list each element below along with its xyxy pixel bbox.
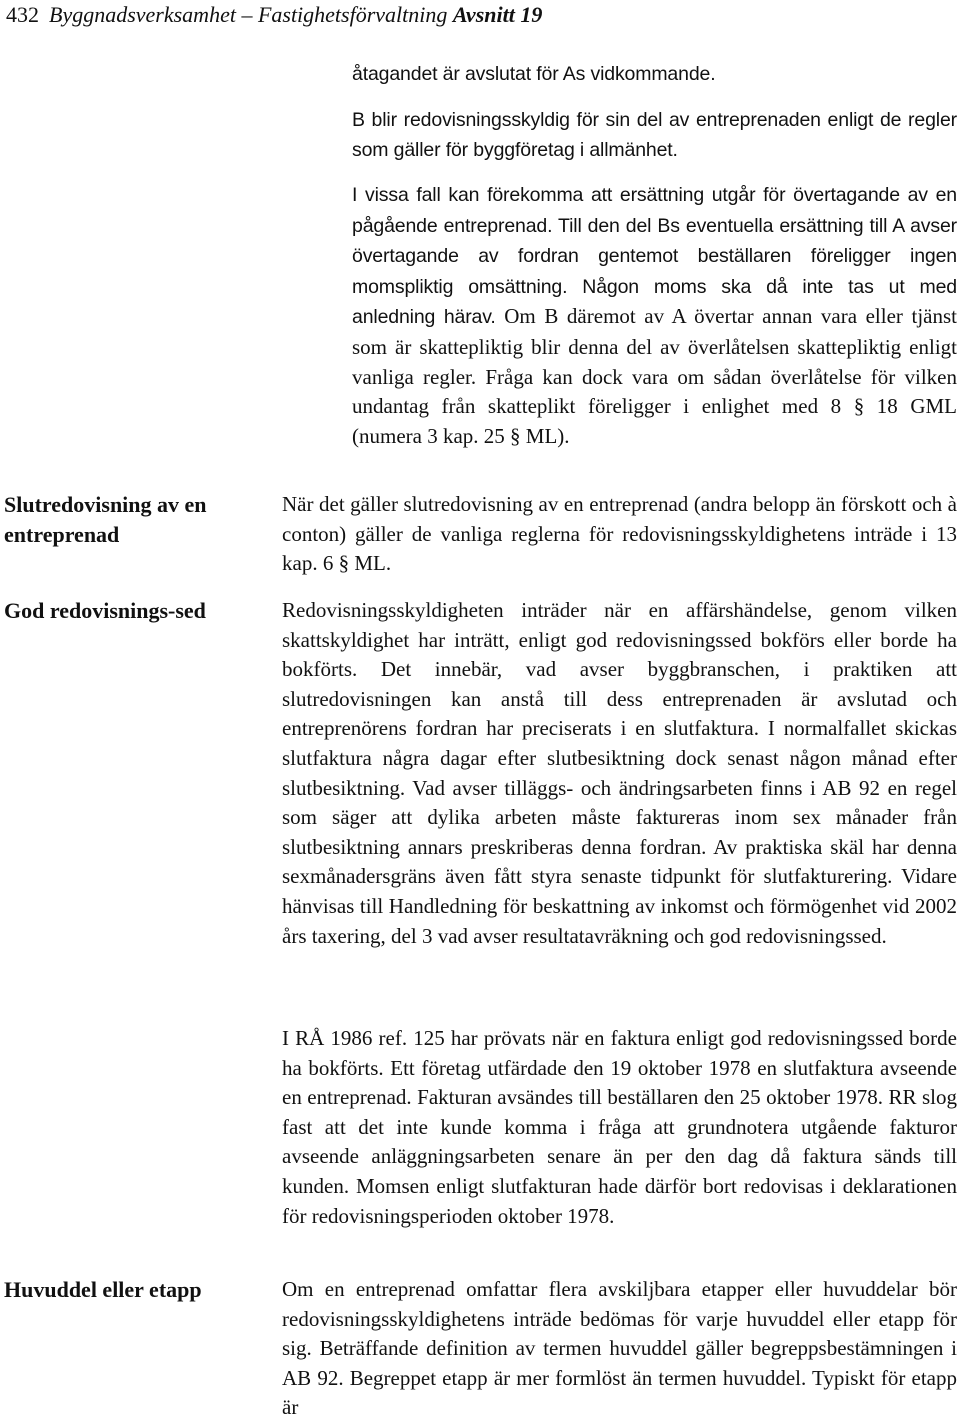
margin-heading-slutredovisning: Slutredovisning av en entreprenad [4, 492, 207, 547]
paragraph-3b-text-1: Om B däremot av A övertar annan vara eller tjänst som är skattepliktig blir denna del av överlåtelsen skattepliktig enligt vanliga regler. Fråga kan dock vara om sådan överlåtelse för vilken undantag från skatteplikt föreligger i enlighet med 8 [352, 304, 957, 419]
margin-heading-huvuddel: Huvuddel eller etapp [4, 1277, 202, 1302]
paragraph-3b-text-2: 18 GML (numera 3 kap. 25 [352, 394, 957, 448]
book-title: Byggnadsverksamhet – Fastighetsförvaltning [49, 2, 448, 27]
paragraph-3 [352, 180, 957, 451]
paragraph-1: åtagandet är avslutat för As vidkommande. [352, 63, 716, 85]
section-sign: § [338, 551, 350, 576]
page-header [6, 0, 542, 32]
section-sign: § [853, 394, 865, 419]
paragraph-7: Om en entreprenad omfattar flera avskiljbara etapper eller huvuddelar bör redovisningsskyldighetens inträde bedömas för varje huvuddel eller etapp för sig. Beträffande definition av termen huvuddel gäller begreppsbestämningen i AB 92. Begreppet etapp är mer formlöst än termen huvuddel. Typiskt för etapp är [282, 1277, 957, 1420]
paragraph-5: Redovisningsskyldigheten inträder när en affärshändelse, genom vilken skattskyldighet har inträtt, enligt god redovisningssed bokförs eller borde ha bokförts. Det innebär, vad avser byggbranschen, i praktiken att slutredovisningen kan anstå till dess entreprenaden är avslutad och entreprenörens fordran har preciserats i en slutfaktura. I normalfallet skickas slutfaktura några dagar efter slutbesiktning dock senast någon månad efter slutbesiktning. Vad avser tilläggs- och ändringsarbeten finns i AB 92 en regel som säger att dylika arbeten måste faktureras inom sex månader från slutbesiktning annars preskriberas denna fordran. Av praktiska skäl har denna sexmånadersgräns även fått styra senaste tidpunkt för slutfakturering. Vidare hänvisas till Handledning för beskattning av inkomst och förmögenhet vid 2002 års taxering, del 3 vad avser resultatavräkning och god redovisningssed. [282, 598, 957, 948]
section-label: Avsnitt 19 [452, 2, 543, 27]
paragraph-3b-text-3: ML). [525, 423, 570, 448]
paragraph-3a: I vissa fall kan förekomma att ersättning utgår för övertagande av en pågående entreprenad. Till den del Bs eventuella ersättning till A avser övertagande av fordran gentemot beställaren föreligger ingen momspliktig omsättning. Någon moms ska då inte tas ut med anledning härav. [352, 184, 957, 329]
page-number: 432 [6, 2, 39, 27]
paragraph-4 [282, 490, 957, 579]
paragraph-2: B blir redovisningsskyldig för sin del av entreprenaden enligt de regler som gäller för byggföretag i allmänhet. [352, 109, 957, 161]
margin-heading-god-redovisningssed: God redovisnings-sed [4, 598, 206, 623]
section-sign: § [510, 423, 521, 448]
paragraph-4-tail: ML. [354, 551, 392, 576]
paragraph-6: I RÅ 1986 ref. 125 har prövats när en faktura enligt god redovisningssed borde ha bokförts. Ett företag utfärdade den 19 oktober 1978 en slutfaktura avseende en entreprenad. Fakturan avsändes till beställaren den 25 oktober 1978. RR slog fast att det inte kunde komma i fråga att grundnotera utgående fakturor avseende anläggningsarbeten senare än per den dag då faktura sänds till kunden. Momsen enligt slutfakturan hade därför bort redovisas i deklarationen för redovisningsperioden oktober 1978. [282, 1026, 957, 1228]
paragraph-4-text: När det gäller slutredovisning av en entreprenad (andra belopp än förskott och à conton) gäller de vanliga reglerna för redovisningsskyldighetens inträde i 13 kap. 6 [282, 492, 957, 576]
